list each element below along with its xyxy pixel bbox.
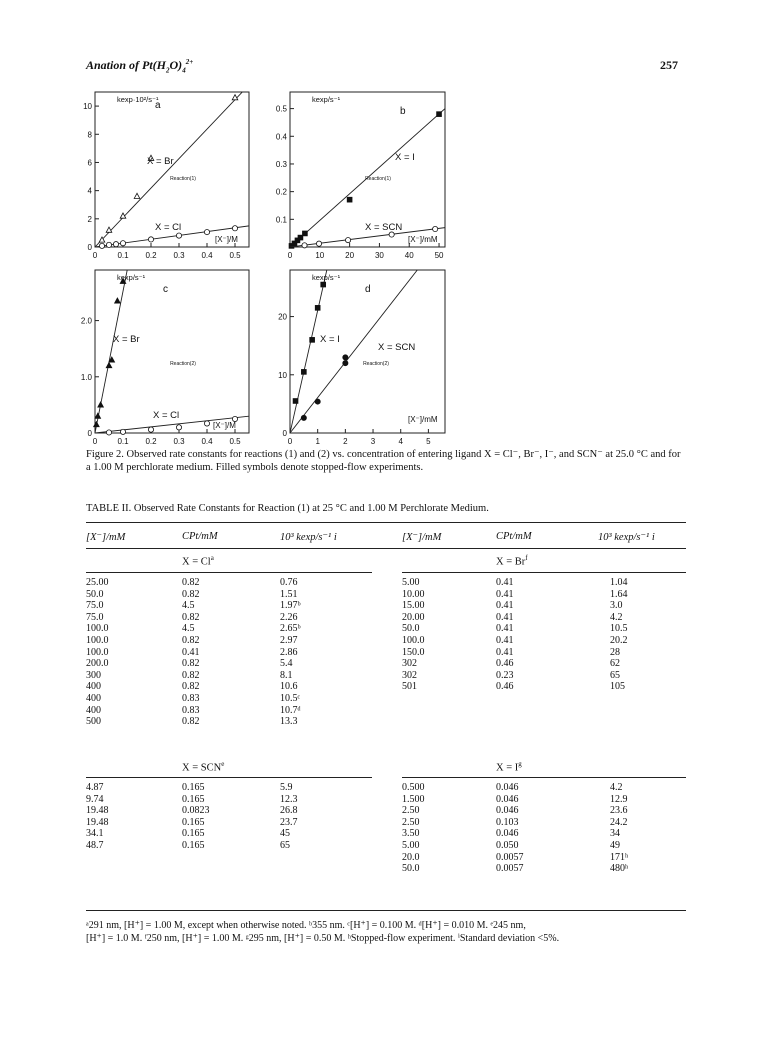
x-tick-label: 0	[92, 437, 98, 446]
i-cpt-values: 0.046 0.046 0.046 0.103 0.046 0.050 0.0057 0.0057	[496, 782, 524, 875]
x-tick-label: 0	[92, 251, 98, 260]
x-tick-label: 3	[370, 437, 376, 446]
y-tick-label: 10	[83, 102, 92, 112]
data-point	[148, 237, 153, 242]
i-x-values: 0.500 1.500 2.50 2.50 3.50 5.00 20.0 50.0	[402, 782, 425, 875]
scn-k-values: 5.9 12.3 26.8 23.7 45 65	[280, 782, 298, 851]
x-tick-label: 0	[287, 437, 293, 446]
x-tick-label: 4	[398, 437, 403, 446]
x-tick-label: 0.2	[145, 437, 157, 446]
x-tick-label: 0.1	[117, 251, 129, 260]
data-point	[204, 229, 209, 234]
figure-caption	[86, 448, 686, 474]
x-tick-label: 30	[374, 251, 384, 260]
data-point	[302, 243, 307, 248]
data-point	[315, 305, 320, 310]
table-top-rule	[86, 522, 686, 523]
i-k-values: 4.2 12.9 23.6 24.2 34 49 171ʰ 480ʰ	[610, 782, 629, 875]
y-tick-label: 0	[282, 429, 287, 438]
panel-b	[276, 92, 445, 260]
x-tick-label: 0.4	[201, 437, 213, 446]
section-label-br: $X = Br^f$	[496, 554, 528, 568]
section-label-scn: $X = SCN^e$	[182, 760, 225, 774]
figure-2	[0, 0, 768, 450]
panel-id: b	[400, 106, 406, 117]
table-bottom-rule	[86, 910, 686, 911]
data-point	[120, 429, 125, 434]
y-tick-label: 20	[278, 312, 287, 322]
scn-x-values: 4.87 9.74 19.48 19.48 34.1 48.7	[86, 782, 109, 851]
section-rule-scn	[86, 777, 372, 778]
section-label-cl: $X = Cl^a$	[182, 554, 214, 568]
data-point	[316, 241, 321, 246]
y-tick-label: 8	[87, 130, 92, 140]
x-tick-label: 0.1	[117, 437, 129, 446]
table-footnotes	[86, 919, 696, 945]
br-k-values: 1.04 1.64 3.0 4.2 10.5 20.2 28 62 65 105	[610, 577, 628, 693]
data-point	[347, 197, 352, 202]
section-rule-br	[402, 572, 686, 573]
data-point	[437, 112, 442, 117]
footnote-line-2: [H⁺] = 1.0 M. ᶠ250 nm, [H⁺] = 1.00 M. ᵍ295 nm, [H⁺] = 0.50 M. ʰStopped-flow experiment. ⁱStandard deviation <5%.	[86, 933, 560, 944]
y-tick-label: 4	[87, 186, 92, 196]
data-point	[321, 282, 326, 287]
x-tick-label: 40	[404, 251, 414, 260]
data-point	[134, 193, 140, 198]
x-axis-label: [X⁻]/mM	[408, 415, 438, 424]
data-point	[106, 242, 111, 247]
data-point	[176, 425, 181, 430]
x-axis-label: [X⁻]/M	[213, 421, 236, 430]
x-tick-label: 0	[287, 251, 293, 260]
panel-frame	[95, 270, 249, 433]
x-tick-label: 0.3	[173, 251, 185, 260]
cl-cpt-values: 0.82 0.82 4.5 0.82 4.5 0.82 0.41 0.82 0.82 0.82 0.83 0.83 0.82	[182, 577, 200, 728]
x-tick-label: 0.2	[145, 251, 157, 260]
section-rule-i	[402, 777, 686, 778]
caption-label: Figure 2.	[86, 449, 124, 460]
data-point	[301, 369, 306, 374]
y-tick-label: 2.0	[80, 316, 92, 326]
y-axis-label: kexp/s⁻¹	[117, 273, 146, 282]
y-tick-label: 2	[87, 214, 92, 224]
scn-cpt-values: 0.165 0.165 0.0823 0.165 0.165 0.165	[182, 782, 210, 851]
line-label: X = Cl	[155, 222, 182, 233]
panel-id: a	[155, 100, 161, 111]
reaction-label: Reaction(2)	[363, 361, 389, 367]
x-tick-label: 50	[434, 251, 444, 260]
panel-c	[81, 270, 249, 446]
x-axis-label: [X⁻]/M	[215, 235, 238, 244]
data-point	[106, 363, 112, 368]
data-point	[148, 427, 153, 432]
data-point	[106, 430, 111, 435]
line-label: X = Cl	[153, 410, 180, 421]
col-header-cpt-right: CPt/mM	[496, 531, 532, 542]
data-point	[98, 402, 104, 407]
col-header-x-right: [X⁻]/mM	[402, 532, 442, 543]
panel-id: c	[163, 284, 168, 295]
br-cpt-values: 0.41 0.41 0.41 0.41 0.41 0.41 0.41 0.46 0.23 0.46	[496, 577, 514, 693]
y-tick-label: 6	[87, 158, 92, 168]
caption-text: Observed rate constants for reactions (1) and (2) vs. concentration of entering ligand X = Cl⁻, Br⁻, I⁻, and SCN⁻ at 25.0 °C and for a 1.00 M perchlorate medium. Filled symbols denote stopped-flow experiments.	[86, 449, 681, 473]
data-point	[204, 421, 209, 426]
fit-line	[95, 270, 127, 433]
data-point	[176, 233, 181, 238]
data-point	[94, 422, 100, 427]
y-tick-label: 0.3	[275, 159, 287, 169]
x-tick-label: 20	[345, 251, 355, 260]
line-label: X = I	[395, 152, 415, 163]
y-tick-label: 0.5	[275, 104, 287, 114]
x-tick-label: 5	[426, 437, 431, 446]
panel-id: d	[365, 284, 371, 295]
y-axis-label: kexp·10²/s⁻¹	[117, 95, 159, 104]
data-point	[232, 226, 237, 231]
x-tick-label: 0.5	[229, 437, 241, 446]
data-point	[95, 413, 101, 418]
x-axis-label: [X⁻]/mM	[408, 235, 438, 244]
data-point	[120, 241, 125, 246]
y-tick-label: 0.2	[275, 187, 287, 197]
data-point	[345, 237, 350, 242]
x-tick-label: 2	[343, 437, 348, 446]
table-title: TABLE II. Observed Rate Constants for Reaction (1) at 25 °C and 1.00 M Perchlorate Medium.	[86, 503, 489, 514]
panel-a	[83, 85, 249, 260]
cl-x-values: 25.00 50.0 75.0 75.0 100.0 100.0 100.0 200.0 300 400 400 400 500	[86, 577, 109, 728]
y-tick-label: 1.0	[80, 372, 92, 382]
col-header-x-left: [X⁻]/mM	[86, 532, 126, 543]
line-label: X = Br	[147, 156, 174, 167]
data-point	[113, 242, 118, 247]
y-axis-label: kexp/s⁻¹	[312, 273, 341, 282]
x-tick-label: 0.5	[229, 251, 241, 260]
running-title: Anation of $Pt(H_2O)_4^{2+}$	[86, 58, 194, 75]
x-tick-label: 0.3	[173, 437, 185, 446]
y-tick-label: 0.1	[275, 215, 287, 225]
data-point	[115, 298, 121, 303]
data-point	[315, 399, 320, 404]
data-point	[303, 231, 308, 236]
data-point	[301, 415, 306, 420]
panel-d	[278, 270, 445, 446]
col-header-k-left: 10³ kexp/s⁻¹ i	[280, 532, 337, 543]
cl-k-values: 0.76 1.51 1.97ᵇ 2.26 2.65ᵇ 2.97 2.86 5.4 8.1 10.6 10.5ᶜ 10.7ᵈ 13.3	[280, 577, 301, 728]
y-tick-label: 10	[278, 370, 287, 380]
footnote-line-1: ᵃ291 nm, [H⁺] = 1.00 M, except when otherwise noted. ᵇ355 nm. ᶜ[H⁺] = 0.100 M. ᵈ[H⁺] = 0.010 M. ᵉ245 nm,	[86, 920, 526, 931]
line-label: X = SCN	[365, 222, 403, 233]
col-header-cpt-left: CPt/mM	[182, 531, 218, 542]
line-label: X = SCN	[378, 342, 416, 353]
reaction-label: Reaction(1)	[365, 176, 391, 182]
data-point	[343, 361, 348, 366]
y-tick-label: 0	[87, 243, 92, 252]
col-header-k-right: 10³ kexp/s⁻¹ i	[598, 532, 655, 543]
x-tick-label: 1	[315, 437, 320, 446]
line-label: X = I	[320, 334, 340, 345]
data-point	[343, 355, 348, 360]
y-tick-label: 0	[87, 429, 92, 438]
table-header-rule	[86, 548, 686, 549]
x-tick-label: 0.4	[201, 251, 213, 260]
fit-line	[290, 270, 327, 433]
section-label-i: $X = I^g$	[496, 760, 522, 774]
reaction-label: Reaction(1)	[170, 176, 196, 182]
section-rule-cl	[86, 572, 372, 573]
page-number: 257	[660, 58, 678, 72]
x-tick-label: 10	[315, 251, 325, 260]
data-point	[293, 399, 298, 404]
data-point	[433, 226, 438, 231]
y-tick-label: 0.4	[275, 132, 287, 142]
br-x-values: 5.00 10.00 15.00 20.00 50.0 100.0 150.0 302 302 501	[402, 577, 425, 693]
line-label: X = Br	[113, 334, 140, 345]
y-axis-label: kexp/s⁻¹	[312, 95, 341, 104]
data-point	[99, 243, 104, 248]
data-point	[310, 337, 315, 342]
reaction-label: Reaction(2)	[170, 361, 196, 367]
